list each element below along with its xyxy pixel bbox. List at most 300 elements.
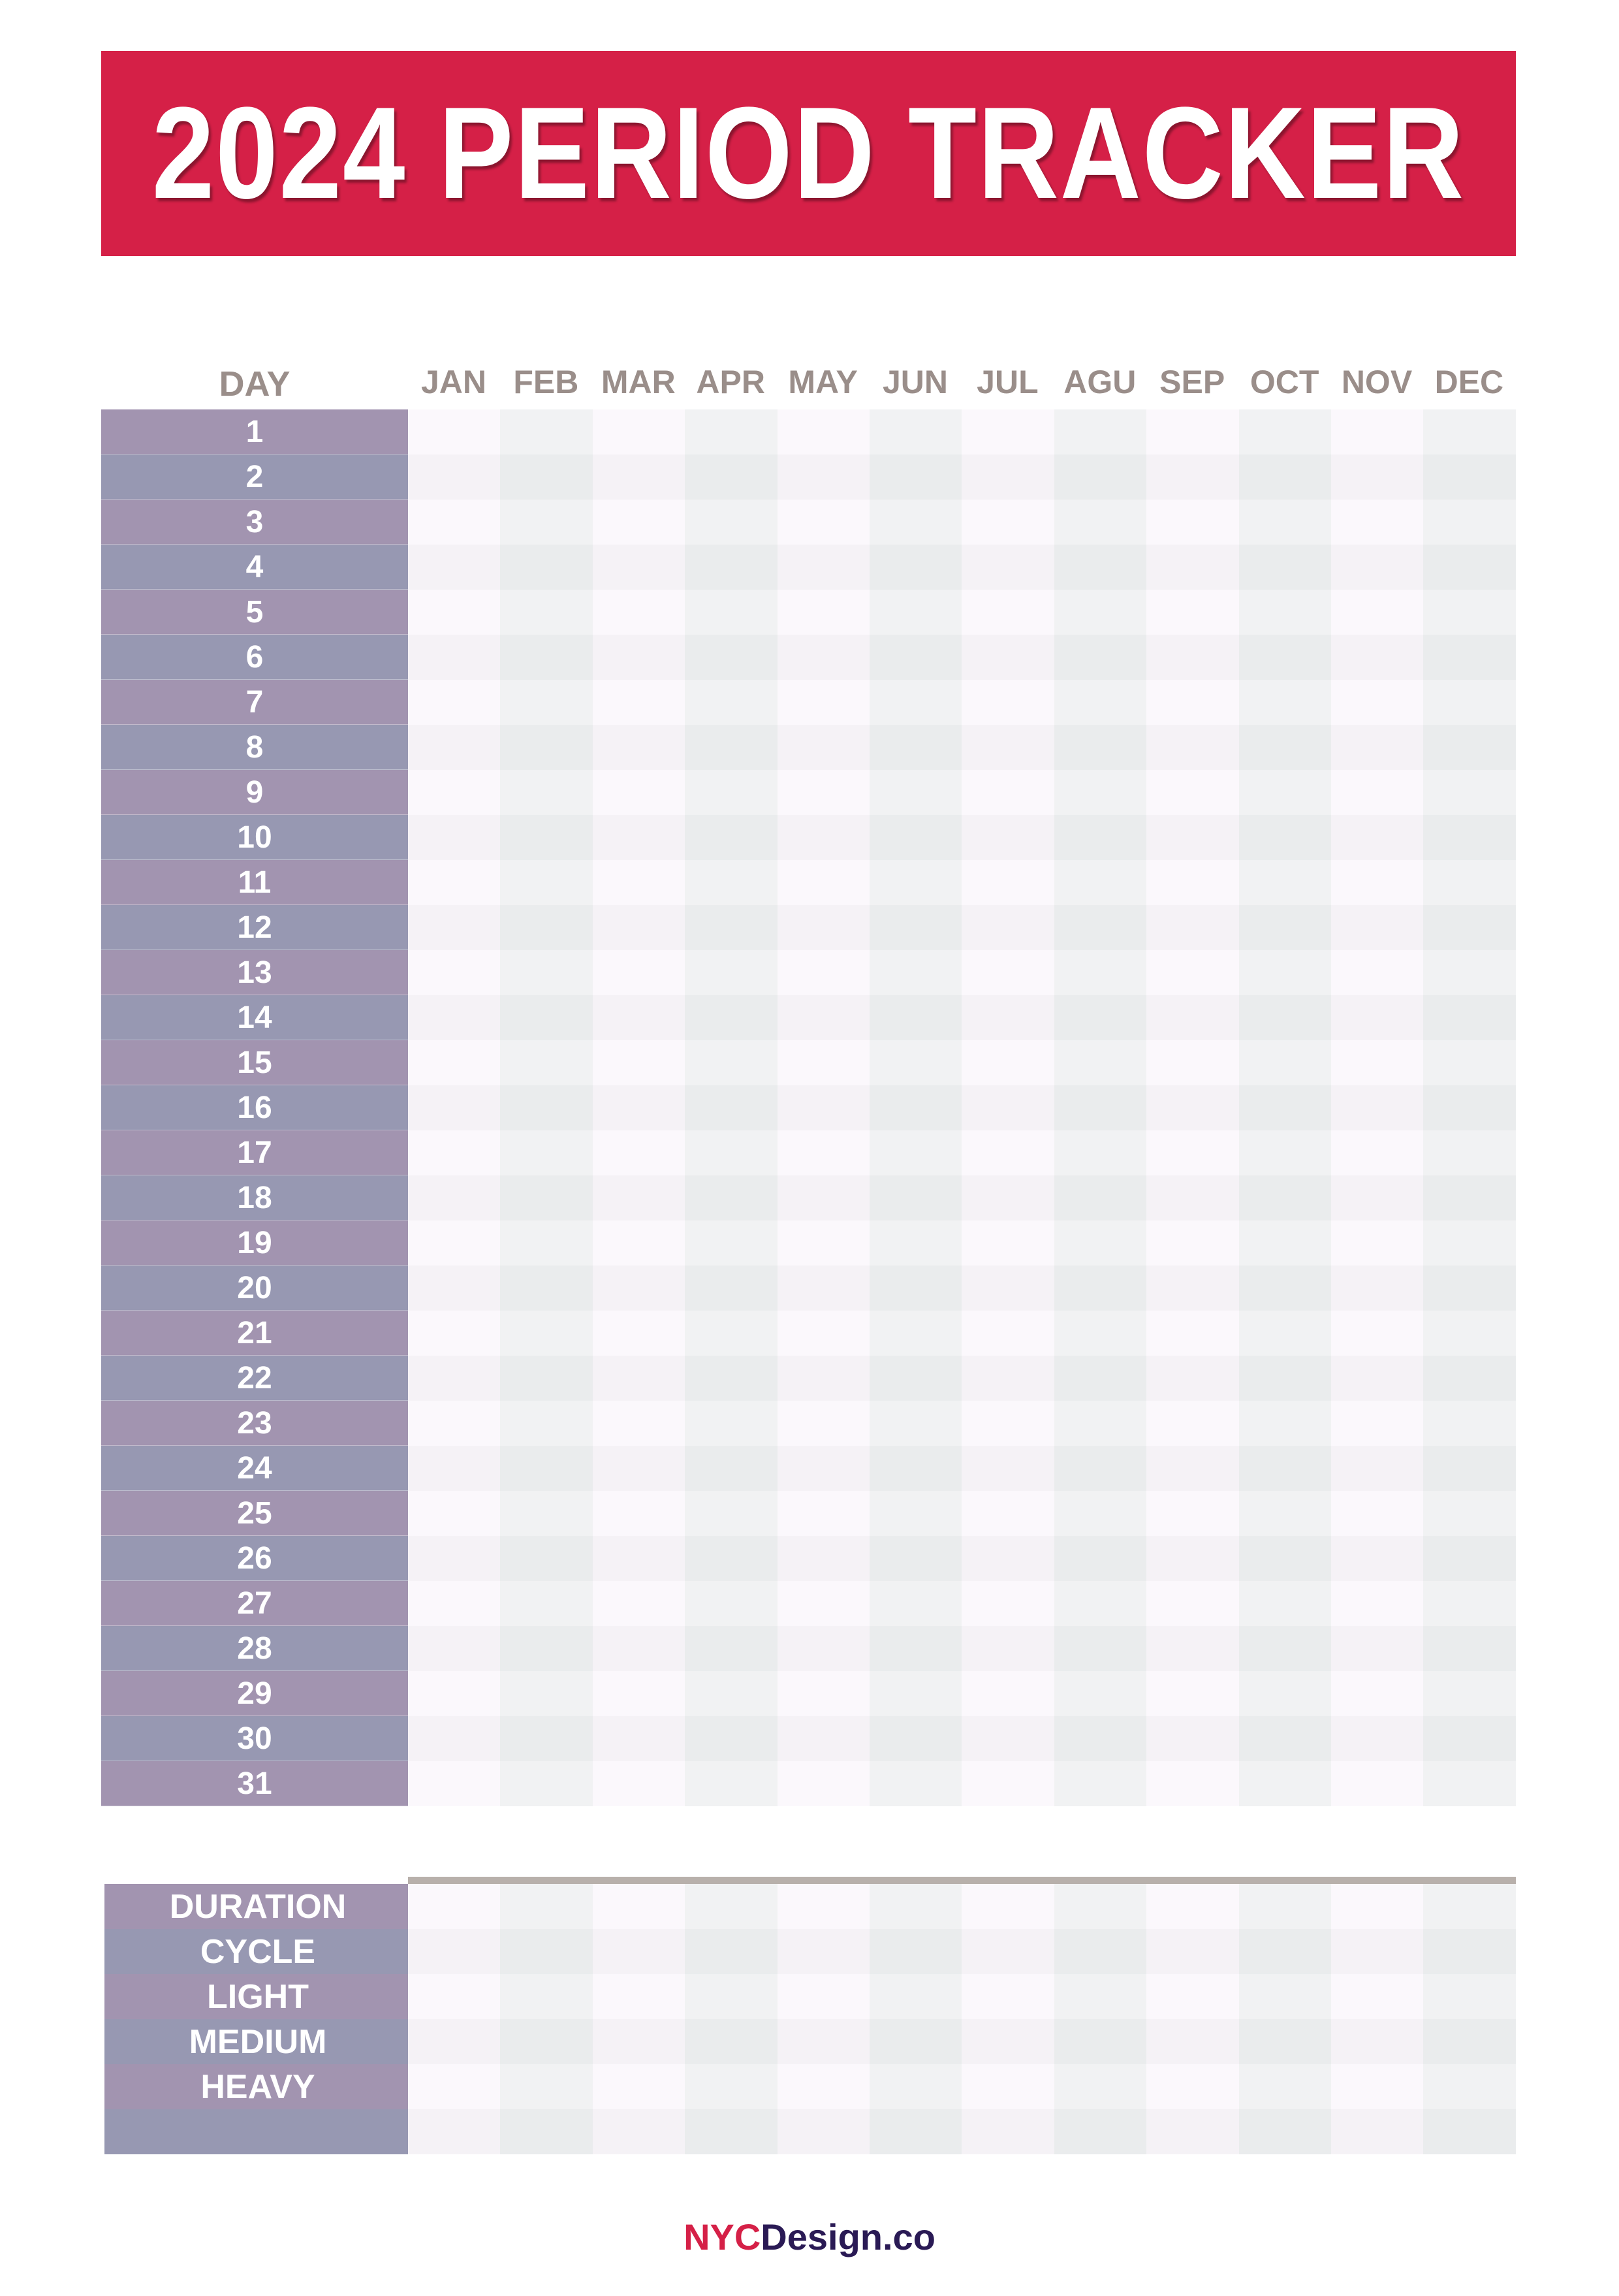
tracker-cell-apr[interactable] — [685, 590, 778, 635]
summary-cell-jul[interactable] — [962, 2109, 1054, 2154]
tracker-cell-feb[interactable] — [500, 860, 593, 905]
tracker-cell-jul[interactable] — [962, 409, 1054, 454]
tracker-cell-sep[interactable] — [1146, 500, 1239, 545]
tracker-cell-nov[interactable] — [1331, 905, 1424, 950]
tracker-cell-dec[interactable] — [1423, 1401, 1516, 1446]
tracker-cell-nov[interactable] — [1331, 995, 1424, 1040]
tracker-cell-jan[interactable] — [408, 1581, 501, 1626]
tracker-cell-jan[interactable] — [408, 635, 501, 680]
tracker-cell-nov[interactable] — [1331, 545, 1424, 590]
tracker-cell-mar[interactable] — [593, 1671, 685, 1716]
tracker-cell-apr[interactable] — [685, 1446, 778, 1491]
tracker-cell-mar[interactable] — [593, 905, 685, 950]
tracker-cell-feb[interactable] — [500, 1085, 593, 1130]
tracker-cell-jul[interactable] — [962, 1716, 1054, 1761]
summary-cell-dec[interactable] — [1423, 1929, 1516, 1974]
tracker-cell-jun[interactable] — [870, 1266, 962, 1311]
summary-cell-dec[interactable] — [1423, 1974, 1516, 2019]
tracker-cell-mar[interactable] — [593, 409, 685, 454]
tracker-cell-may[interactable] — [778, 1130, 870, 1175]
tracker-cell-jan[interactable] — [408, 1446, 501, 1491]
tracker-cell-may[interactable] — [778, 1761, 870, 1806]
tracker-cell-sep[interactable] — [1146, 1130, 1239, 1175]
tracker-cell-mar[interactable] — [593, 1536, 685, 1581]
tracker-cell-oct[interactable] — [1239, 725, 1332, 770]
tracker-cell-jul[interactable] — [962, 1671, 1054, 1716]
tracker-cell-may[interactable] — [778, 1446, 870, 1491]
tracker-cell-jun[interactable] — [870, 1446, 962, 1491]
tracker-cell-mar[interactable] — [593, 590, 685, 635]
tracker-cell-jan[interactable] — [408, 1491, 501, 1536]
tracker-cell-nov[interactable] — [1331, 1626, 1424, 1671]
tracker-cell-jul[interactable] — [962, 1581, 1054, 1626]
tracker-cell-mar[interactable] — [593, 500, 685, 545]
summary-cell-feb[interactable] — [500, 1974, 593, 2019]
summary-cell-feb[interactable] — [500, 2109, 593, 2154]
tracker-cell-agu[interactable] — [1054, 1491, 1147, 1536]
tracker-cell-oct[interactable] — [1239, 860, 1332, 905]
tracker-cell-jun[interactable] — [870, 1311, 962, 1356]
tracker-cell-mar[interactable] — [593, 1175, 685, 1220]
tracker-cell-apr[interactable] — [685, 770, 778, 815]
tracker-cell-agu[interactable] — [1054, 454, 1147, 500]
tracker-cell-oct[interactable] — [1239, 995, 1332, 1040]
tracker-cell-apr[interactable] — [685, 1716, 778, 1761]
tracker-cell-feb[interactable] — [500, 1761, 593, 1806]
tracker-cell-may[interactable] — [778, 995, 870, 1040]
tracker-cell-mar[interactable] — [593, 860, 685, 905]
tracker-cell-jul[interactable] — [962, 860, 1054, 905]
summary-cell-may[interactable] — [778, 2064, 870, 2109]
summary-cell-oct[interactable] — [1239, 1929, 1332, 1974]
tracker-cell-nov[interactable] — [1331, 1220, 1424, 1266]
tracker-cell-agu[interactable] — [1054, 1626, 1147, 1671]
tracker-cell-may[interactable] — [778, 1175, 870, 1220]
tracker-cell-mar[interactable] — [593, 680, 685, 725]
tracker-cell-sep[interactable] — [1146, 1491, 1239, 1536]
tracker-cell-may[interactable] — [778, 1626, 870, 1671]
tracker-cell-apr[interactable] — [685, 500, 778, 545]
tracker-cell-jun[interactable] — [870, 545, 962, 590]
tracker-cell-feb[interactable] — [500, 635, 593, 680]
tracker-cell-agu[interactable] — [1054, 905, 1147, 950]
tracker-cell-oct[interactable] — [1239, 1491, 1332, 1536]
tracker-cell-jun[interactable] — [870, 635, 962, 680]
tracker-cell-feb[interactable] — [500, 1356, 593, 1401]
summary-cell-oct[interactable] — [1239, 1974, 1332, 2019]
tracker-cell-feb[interactable] — [500, 1175, 593, 1220]
tracker-cell-nov[interactable] — [1331, 500, 1424, 545]
tracker-cell-jan[interactable] — [408, 1130, 501, 1175]
tracker-cell-may[interactable] — [778, 1220, 870, 1266]
tracker-cell-sep[interactable] — [1146, 950, 1239, 995]
tracker-cell-jan[interactable] — [408, 500, 501, 545]
tracker-cell-jun[interactable] — [870, 1581, 962, 1626]
tracker-cell-apr[interactable] — [685, 1581, 778, 1626]
tracker-cell-nov[interactable] — [1331, 1446, 1424, 1491]
tracker-cell-may[interactable] — [778, 545, 870, 590]
tracker-cell-jan[interactable] — [408, 725, 501, 770]
tracker-cell-mar[interactable] — [593, 454, 685, 500]
tracker-cell-jun[interactable] — [870, 1085, 962, 1130]
summary-cell-may[interactable] — [778, 1974, 870, 2019]
tracker-cell-dec[interactable] — [1423, 590, 1516, 635]
tracker-cell-dec[interactable] — [1423, 545, 1516, 590]
tracker-cell-may[interactable] — [778, 1536, 870, 1581]
tracker-cell-nov[interactable] — [1331, 1536, 1424, 1581]
tracker-cell-mar[interactable] — [593, 1581, 685, 1626]
tracker-cell-jul[interactable] — [962, 950, 1054, 995]
tracker-cell-apr[interactable] — [685, 1040, 778, 1085]
summary-cell-may[interactable] — [778, 1884, 870, 1929]
tracker-cell-apr[interactable] — [685, 635, 778, 680]
tracker-cell-dec[interactable] — [1423, 1356, 1516, 1401]
tracker-cell-agu[interactable] — [1054, 1536, 1147, 1581]
tracker-cell-apr[interactable] — [685, 905, 778, 950]
tracker-cell-oct[interactable] — [1239, 950, 1332, 995]
tracker-cell-mar[interactable] — [593, 1311, 685, 1356]
summary-cell-dec[interactable] — [1423, 2109, 1516, 2154]
summary-cell-jan[interactable] — [408, 2019, 501, 2064]
tracker-cell-jun[interactable] — [870, 590, 962, 635]
tracker-cell-apr[interactable] — [685, 1536, 778, 1581]
tracker-cell-oct[interactable] — [1239, 905, 1332, 950]
tracker-cell-may[interactable] — [778, 635, 870, 680]
tracker-cell-jul[interactable] — [962, 1311, 1054, 1356]
tracker-cell-jan[interactable] — [408, 770, 501, 815]
tracker-cell-oct[interactable] — [1239, 1626, 1332, 1671]
tracker-cell-apr[interactable] — [685, 545, 778, 590]
tracker-cell-jul[interactable] — [962, 1356, 1054, 1401]
tracker-cell-jul[interactable] — [962, 1085, 1054, 1130]
tracker-cell-jun[interactable] — [870, 1761, 962, 1806]
tracker-cell-sep[interactable] — [1146, 1401, 1239, 1446]
tracker-cell-jul[interactable] — [962, 1626, 1054, 1671]
tracker-cell-jan[interactable] — [408, 1311, 501, 1356]
summary-cell-sep[interactable] — [1146, 1884, 1239, 1929]
summary-cell-jul[interactable] — [962, 1974, 1054, 2019]
tracker-cell-mar[interactable] — [593, 995, 685, 1040]
tracker-cell-jul[interactable] — [962, 590, 1054, 635]
tracker-cell-apr[interactable] — [685, 1491, 778, 1536]
summary-cell-jun[interactable] — [870, 1974, 962, 2019]
tracker-cell-agu[interactable] — [1054, 1401, 1147, 1446]
summary-cell-sep[interactable] — [1146, 2109, 1239, 2154]
tracker-cell-jan[interactable] — [408, 815, 501, 860]
tracker-cell-oct[interactable] — [1239, 1401, 1332, 1446]
tracker-cell-jun[interactable] — [870, 950, 962, 995]
tracker-cell-sep[interactable] — [1146, 454, 1239, 500]
tracker-cell-apr[interactable] — [685, 1761, 778, 1806]
summary-cell-jun[interactable] — [870, 2019, 962, 2064]
tracker-cell-apr[interactable] — [685, 995, 778, 1040]
tracker-cell-jul[interactable] — [962, 1446, 1054, 1491]
tracker-cell-jun[interactable] — [870, 905, 962, 950]
tracker-cell-nov[interactable] — [1331, 1581, 1424, 1626]
tracker-cell-jun[interactable] — [870, 1491, 962, 1536]
tracker-cell-agu[interactable] — [1054, 725, 1147, 770]
tracker-cell-sep[interactable] — [1146, 995, 1239, 1040]
tracker-cell-sep[interactable] — [1146, 545, 1239, 590]
tracker-cell-jan[interactable] — [408, 454, 501, 500]
tracker-cell-dec[interactable] — [1423, 725, 1516, 770]
tracker-cell-sep[interactable] — [1146, 590, 1239, 635]
tracker-cell-apr[interactable] — [685, 1356, 778, 1401]
tracker-cell-feb[interactable] — [500, 500, 593, 545]
summary-cell-sep[interactable] — [1146, 2064, 1239, 2109]
tracker-cell-jan[interactable] — [408, 1401, 501, 1446]
tracker-cell-jun[interactable] — [870, 1040, 962, 1085]
tracker-cell-sep[interactable] — [1146, 1311, 1239, 1356]
tracker-cell-jan[interactable] — [408, 905, 501, 950]
tracker-cell-nov[interactable] — [1331, 635, 1424, 680]
tracker-cell-may[interactable] — [778, 815, 870, 860]
tracker-cell-agu[interactable] — [1054, 1130, 1147, 1175]
tracker-cell-mar[interactable] — [593, 1401, 685, 1446]
tracker-cell-apr[interactable] — [685, 1401, 778, 1446]
tracker-cell-apr[interactable] — [685, 950, 778, 995]
summary-cell-sep[interactable] — [1146, 2019, 1239, 2064]
summary-cell-jul[interactable] — [962, 1929, 1054, 1974]
tracker-cell-agu[interactable] — [1054, 1266, 1147, 1311]
tracker-cell-feb[interactable] — [500, 1446, 593, 1491]
tracker-cell-agu[interactable] — [1054, 1220, 1147, 1266]
tracker-cell-nov[interactable] — [1331, 1491, 1424, 1536]
tracker-cell-sep[interactable] — [1146, 1671, 1239, 1716]
tracker-cell-dec[interactable] — [1423, 1581, 1516, 1626]
summary-cell-may[interactable] — [778, 2019, 870, 2064]
tracker-cell-oct[interactable] — [1239, 1266, 1332, 1311]
tracker-cell-jan[interactable] — [408, 860, 501, 905]
summary-cell-jan[interactable] — [408, 1884, 501, 1929]
tracker-cell-jun[interactable] — [870, 1626, 962, 1671]
summary-cell-sep[interactable] — [1146, 1974, 1239, 2019]
tracker-cell-apr[interactable] — [685, 454, 778, 500]
tracker-cell-may[interactable] — [778, 500, 870, 545]
tracker-cell-may[interactable] — [778, 1716, 870, 1761]
summary-cell-agu[interactable] — [1054, 1884, 1147, 1929]
summary-cell-dec[interactable] — [1423, 1884, 1516, 1929]
tracker-cell-apr[interactable] — [685, 1085, 778, 1130]
tracker-cell-jul[interactable] — [962, 1491, 1054, 1536]
tracker-cell-nov[interactable] — [1331, 770, 1424, 815]
tracker-cell-feb[interactable] — [500, 995, 593, 1040]
tracker-cell-jan[interactable] — [408, 1761, 501, 1806]
tracker-cell-may[interactable] — [778, 409, 870, 454]
tracker-cell-mar[interactable] — [593, 770, 685, 815]
tracker-cell-feb[interactable] — [500, 545, 593, 590]
tracker-cell-sep[interactable] — [1146, 1356, 1239, 1401]
tracker-cell-jul[interactable] — [962, 1040, 1054, 1085]
summary-cell-oct[interactable] — [1239, 2064, 1332, 2109]
tracker-cell-mar[interactable] — [593, 725, 685, 770]
tracker-cell-jan[interactable] — [408, 590, 501, 635]
tracker-cell-sep[interactable] — [1146, 860, 1239, 905]
tracker-cell-nov[interactable] — [1331, 454, 1424, 500]
summary-cell-feb[interactable] — [500, 1884, 593, 1929]
tracker-cell-oct[interactable] — [1239, 590, 1332, 635]
summary-cell-feb[interactable] — [500, 2064, 593, 2109]
tracker-cell-mar[interactable] — [593, 1266, 685, 1311]
summary-cell-mar[interactable] — [593, 1929, 685, 1974]
tracker-cell-sep[interactable] — [1146, 680, 1239, 725]
tracker-cell-oct[interactable] — [1239, 1581, 1332, 1626]
tracker-cell-jul[interactable] — [962, 635, 1054, 680]
summary-cell-nov[interactable] — [1331, 2019, 1424, 2064]
summary-cell-apr[interactable] — [685, 1974, 778, 2019]
tracker-cell-sep[interactable] — [1146, 1085, 1239, 1130]
tracker-cell-dec[interactable] — [1423, 1536, 1516, 1581]
tracker-cell-apr[interactable] — [685, 860, 778, 905]
tracker-cell-oct[interactable] — [1239, 1175, 1332, 1220]
tracker-cell-feb[interactable] — [500, 1671, 593, 1716]
tracker-cell-jun[interactable] — [870, 1401, 962, 1446]
summary-cell-oct[interactable] — [1239, 1884, 1332, 1929]
tracker-cell-feb[interactable] — [500, 1536, 593, 1581]
summary-cell-sep[interactable] — [1146, 1929, 1239, 1974]
tracker-cell-oct[interactable] — [1239, 635, 1332, 680]
summary-cell-agu[interactable] — [1054, 1929, 1147, 1974]
tracker-cell-agu[interactable] — [1054, 815, 1147, 860]
tracker-cell-agu[interactable] — [1054, 1581, 1147, 1626]
summary-cell-agu[interactable] — [1054, 2064, 1147, 2109]
summary-cell-agu[interactable] — [1054, 2019, 1147, 2064]
tracker-cell-dec[interactable] — [1423, 1130, 1516, 1175]
tracker-cell-jul[interactable] — [962, 770, 1054, 815]
tracker-cell-dec[interactable] — [1423, 409, 1516, 454]
summary-cell-jan[interactable] — [408, 2109, 501, 2154]
tracker-cell-jun[interactable] — [870, 725, 962, 770]
tracker-cell-mar[interactable] — [593, 1446, 685, 1491]
tracker-cell-nov[interactable] — [1331, 1130, 1424, 1175]
tracker-cell-jan[interactable] — [408, 545, 501, 590]
tracker-cell-jan[interactable] — [408, 1220, 501, 1266]
tracker-cell-agu[interactable] — [1054, 860, 1147, 905]
tracker-cell-may[interactable] — [778, 860, 870, 905]
tracker-cell-nov[interactable] — [1331, 1040, 1424, 1085]
tracker-cell-mar[interactable] — [593, 1761, 685, 1806]
tracker-cell-oct[interactable] — [1239, 545, 1332, 590]
tracker-cell-mar[interactable] — [593, 815, 685, 860]
tracker-cell-nov[interactable] — [1331, 1266, 1424, 1311]
tracker-cell-dec[interactable] — [1423, 1311, 1516, 1356]
tracker-cell-may[interactable] — [778, 1671, 870, 1716]
tracker-cell-jan[interactable] — [408, 1266, 501, 1311]
tracker-cell-feb[interactable] — [500, 1626, 593, 1671]
tracker-cell-jul[interactable] — [962, 545, 1054, 590]
tracker-cell-agu[interactable] — [1054, 590, 1147, 635]
tracker-cell-may[interactable] — [778, 1266, 870, 1311]
summary-cell-apr[interactable] — [685, 2109, 778, 2154]
tracker-cell-feb[interactable] — [500, 1716, 593, 1761]
tracker-cell-nov[interactable] — [1331, 1671, 1424, 1716]
summary-cell-oct[interactable] — [1239, 2109, 1332, 2154]
tracker-cell-feb[interactable] — [500, 409, 593, 454]
tracker-cell-may[interactable] — [778, 905, 870, 950]
tracker-cell-mar[interactable] — [593, 950, 685, 995]
tracker-cell-dec[interactable] — [1423, 1085, 1516, 1130]
tracker-cell-mar[interactable] — [593, 1130, 685, 1175]
tracker-cell-apr[interactable] — [685, 1626, 778, 1671]
tracker-cell-may[interactable] — [778, 1491, 870, 1536]
tracker-cell-agu[interactable] — [1054, 1175, 1147, 1220]
summary-cell-agu[interactable] — [1054, 2109, 1147, 2154]
summary-cell-apr[interactable] — [685, 2064, 778, 2109]
summary-cell-may[interactable] — [778, 1929, 870, 1974]
summary-cell-agu[interactable] — [1054, 1974, 1147, 2019]
tracker-cell-apr[interactable] — [685, 1311, 778, 1356]
tracker-cell-jul[interactable] — [962, 1536, 1054, 1581]
tracker-cell-nov[interactable] — [1331, 1761, 1424, 1806]
tracker-cell-nov[interactable] — [1331, 1311, 1424, 1356]
tracker-cell-jun[interactable] — [870, 454, 962, 500]
summary-cell-mar[interactable] — [593, 2109, 685, 2154]
summary-cell-apr[interactable] — [685, 1884, 778, 1929]
tracker-cell-may[interactable] — [778, 950, 870, 995]
tracker-cell-agu[interactable] — [1054, 545, 1147, 590]
tracker-cell-nov[interactable] — [1331, 590, 1424, 635]
tracker-cell-dec[interactable] — [1423, 1761, 1516, 1806]
tracker-cell-sep[interactable] — [1146, 1626, 1239, 1671]
tracker-cell-jan[interactable] — [408, 1536, 501, 1581]
summary-cell-mar[interactable] — [593, 2064, 685, 2109]
tracker-cell-dec[interactable] — [1423, 1040, 1516, 1085]
tracker-cell-jul[interactable] — [962, 1266, 1054, 1311]
tracker-cell-agu[interactable] — [1054, 635, 1147, 680]
tracker-cell-jun[interactable] — [870, 500, 962, 545]
tracker-cell-agu[interactable] — [1054, 1356, 1147, 1401]
tracker-cell-jul[interactable] — [962, 1761, 1054, 1806]
tracker-cell-nov[interactable] — [1331, 680, 1424, 725]
tracker-cell-dec[interactable] — [1423, 1175, 1516, 1220]
tracker-cell-mar[interactable] — [593, 1491, 685, 1536]
tracker-cell-jan[interactable] — [408, 1716, 501, 1761]
tracker-cell-feb[interactable] — [500, 1581, 593, 1626]
tracker-cell-jul[interactable] — [962, 905, 1054, 950]
tracker-cell-may[interactable] — [778, 590, 870, 635]
tracker-cell-oct[interactable] — [1239, 1311, 1332, 1356]
tracker-cell-oct[interactable] — [1239, 680, 1332, 725]
tracker-cell-may[interactable] — [778, 1356, 870, 1401]
tracker-cell-jul[interactable] — [962, 500, 1054, 545]
summary-cell-mar[interactable] — [593, 2019, 685, 2064]
summary-cell-dec[interactable] — [1423, 2019, 1516, 2064]
tracker-cell-apr[interactable] — [685, 409, 778, 454]
tracker-cell-nov[interactable] — [1331, 409, 1424, 454]
tracker-cell-nov[interactable] — [1331, 1401, 1424, 1446]
tracker-cell-feb[interactable] — [500, 454, 593, 500]
tracker-cell-jun[interactable] — [870, 1130, 962, 1175]
tracker-cell-may[interactable] — [778, 1085, 870, 1130]
tracker-cell-dec[interactable] — [1423, 1671, 1516, 1716]
tracker-cell-jan[interactable] — [408, 1356, 501, 1401]
tracker-cell-mar[interactable] — [593, 545, 685, 590]
tracker-cell-sep[interactable] — [1146, 1581, 1239, 1626]
tracker-cell-feb[interactable] — [500, 770, 593, 815]
tracker-cell-apr[interactable] — [685, 1220, 778, 1266]
tracker-cell-nov[interactable] — [1331, 1175, 1424, 1220]
tracker-cell-jun[interactable] — [870, 815, 962, 860]
tracker-cell-apr[interactable] — [685, 1130, 778, 1175]
summary-cell-dec[interactable] — [1423, 2064, 1516, 2109]
tracker-cell-jun[interactable] — [870, 1220, 962, 1266]
tracker-cell-mar[interactable] — [593, 1626, 685, 1671]
tracker-cell-oct[interactable] — [1239, 1671, 1332, 1716]
tracker-cell-sep[interactable] — [1146, 1266, 1239, 1311]
tracker-cell-feb[interactable] — [500, 815, 593, 860]
tracker-cell-sep[interactable] — [1146, 1040, 1239, 1085]
summary-cell-jun[interactable] — [870, 1929, 962, 1974]
